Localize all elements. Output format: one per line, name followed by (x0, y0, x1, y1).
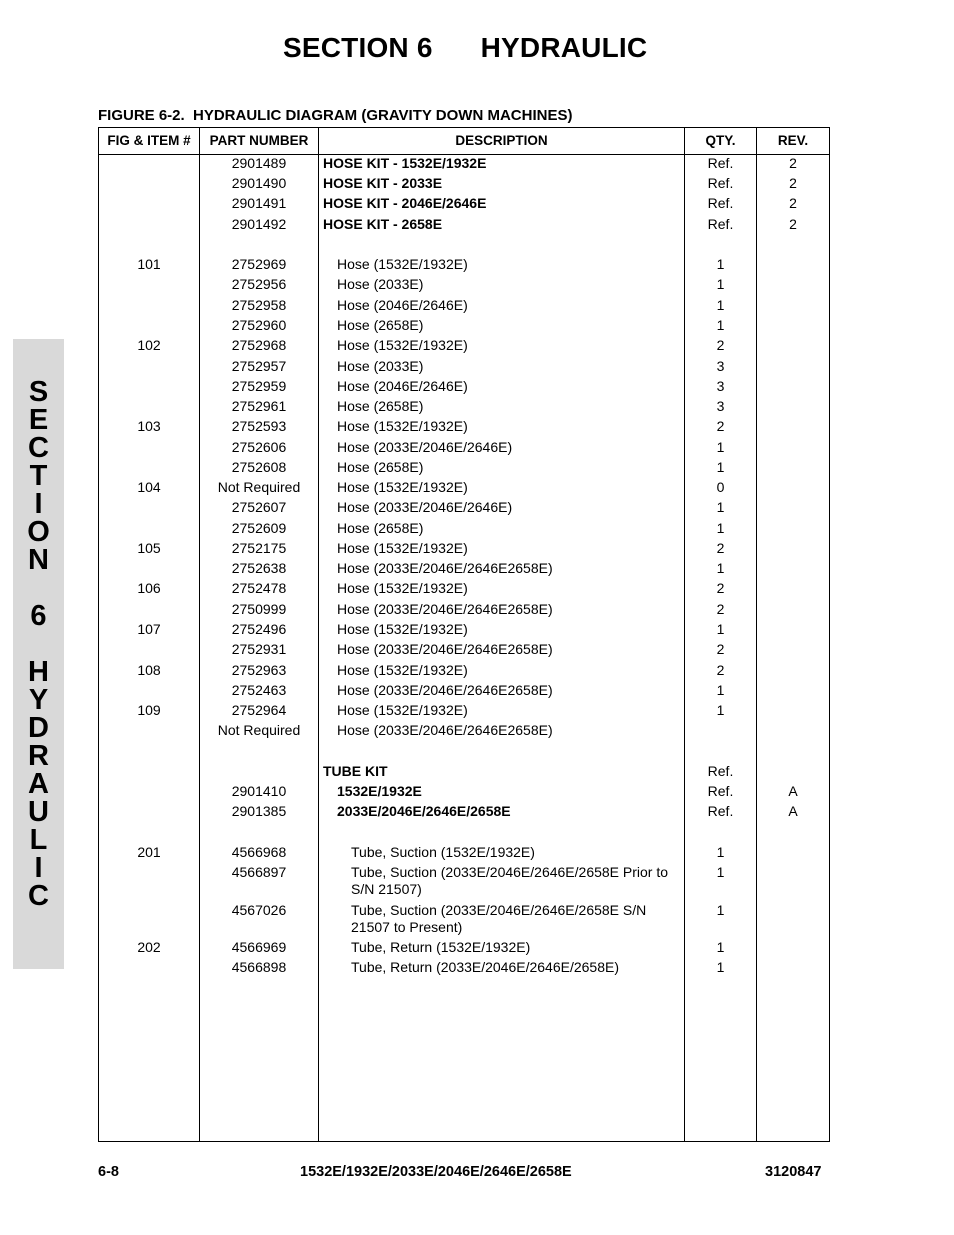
row-description: Hose (2033E) (337, 358, 424, 374)
side-tab-letter: E (28, 404, 49, 436)
row-part-number: 2901489 (231, 155, 287, 171)
row-description: Hose (2658E) (337, 398, 424, 414)
row-description: HOSE KIT - 2046E/2646E (323, 195, 487, 211)
row-description: Hose (2658E) (337, 520, 424, 536)
row-qty: 3 (716, 358, 725, 374)
row-description: Hose (2033E/2046E/2646E2658E) (337, 722, 553, 738)
row-item-number: 102 (137, 337, 161, 353)
row-qty: 1 (716, 256, 725, 272)
row-part-number: 2901492 (231, 216, 287, 232)
side-tab-letter: C (28, 432, 49, 464)
row-rev: A (788, 783, 798, 799)
row-description: Hose (1532E/1932E) (337, 662, 468, 678)
row-part-number: 2901385 (231, 803, 287, 819)
side-tab-letter: 6 (30, 600, 47, 632)
row-part-number: 4566968 (231, 844, 287, 860)
row-description: Hose (2033E/2046E/2646E) (337, 499, 513, 515)
column-divider (756, 128, 757, 1141)
row-part-number: 2752931 (231, 641, 287, 657)
row-qty: Ref. (707, 803, 734, 819)
row-part-number: 2752607 (231, 499, 287, 515)
row-part-number: 2752593 (231, 418, 287, 434)
footer-page-number: 6-8 (98, 1164, 119, 1180)
side-tab-letter: I (34, 488, 43, 520)
row-part-number: 2752964 (231, 702, 287, 718)
row-description: Hose (2033E/2046E/2646E2658E) (337, 560, 553, 576)
row-description: HOSE KIT - 1532E/1932E (323, 155, 487, 171)
row-part-number: 2752609 (231, 520, 287, 536)
column-header-rev: REV. (777, 133, 809, 148)
row-part-number: 2752496 (231, 621, 287, 637)
row-description: HOSE KIT - 2658E (323, 216, 443, 232)
row-qty: 1 (716, 560, 725, 576)
row-item-number: 104 (137, 479, 161, 495)
row-description: Hose (1532E/1932E) (337, 580, 468, 596)
figure-title: FIGURE 6-2. HYDRAULIC DIAGRAM (GRAVITY DOWN MACHINES) (98, 107, 573, 124)
row-description: Hose (1532E/1932E) (337, 540, 468, 556)
row-rev: 2 (789, 175, 797, 191)
page-header (283, 32, 647, 64)
row-part-number: 2901491 (231, 195, 287, 211)
row-qty: 1 (716, 439, 725, 455)
row-part-number: 2752968 (231, 337, 287, 353)
row-description: Hose (1532E/1932E) (337, 479, 468, 495)
row-description: 1532E/1932E (337, 783, 422, 799)
side-tab-letter: L (29, 824, 48, 856)
side-tab-letter: U (28, 796, 49, 828)
row-part-number: Not Required (217, 479, 301, 495)
row-item-number: 109 (137, 702, 161, 718)
row-description: Hose (1532E/1932E) (337, 621, 468, 637)
row-description: Hose (2658E) (337, 317, 424, 333)
row-qty: 1 (716, 317, 725, 333)
side-tab-letter: Y (28, 684, 49, 716)
row-qty: 1 (716, 902, 725, 918)
row-description: Tube, Return (2033E/2046E/2646E/2658E) (351, 959, 620, 975)
row-qty: Ref. (707, 763, 734, 779)
row-qty: Ref. (707, 155, 734, 171)
row-part-number: 2752959 (231, 378, 287, 394)
row-item-number: 107 (137, 621, 161, 637)
column-header-item: FIG & ITEM # (107, 133, 191, 148)
row-rev: A (788, 803, 798, 819)
row-qty: 1 (716, 499, 725, 515)
row-part-number: 2752963 (231, 662, 287, 678)
row-part-number: 4566897 (231, 864, 287, 880)
row-rev: 2 (789, 195, 797, 211)
row-qty: 1 (716, 959, 725, 975)
row-qty: 1 (716, 459, 725, 475)
row-item-number: 105 (137, 540, 161, 556)
section-title: HYDRAULIC (480, 32, 648, 63)
column-header-part-number: PART NUMBER (209, 133, 309, 148)
row-part-number: 4566969 (231, 939, 287, 955)
row-part-number: 2901490 (231, 175, 287, 191)
row-qty: 2 (716, 641, 725, 657)
row-description: Hose (2033E/2046E/2646E2658E) (337, 682, 553, 698)
row-rev: 2 (789, 216, 797, 232)
row-part-number: 2752961 (231, 398, 287, 414)
row-description: Hose (2033E/2046E/2646E2658E) (337, 601, 553, 617)
row-description: Tube, Suction (2033E/2046E/2646E/2658E Prior to S/N 21507) (351, 864, 669, 897)
row-description: Tube, Return (1532E/1932E) (351, 939, 531, 955)
side-tab-letter: T (29, 460, 48, 492)
row-part-number: Not Required (217, 722, 301, 738)
row-description: Hose (1532E/1932E) (337, 337, 468, 353)
section-side-tab (13, 339, 64, 969)
row-qty: 2 (716, 601, 725, 617)
row-description: Hose (2046E/2646E) (337, 297, 468, 313)
row-qty: 2 (716, 662, 725, 678)
row-item-number: 103 (137, 418, 161, 434)
side-tab-letter: D (28, 712, 49, 744)
section-label: SECTION 6 (283, 32, 433, 63)
row-part-number: 2752969 (231, 256, 287, 272)
row-description: Hose (1532E/1932E) (337, 418, 468, 434)
side-tab-letter: C (28, 880, 49, 912)
row-part-number: 2752463 (231, 682, 287, 698)
row-qty: Ref. (707, 783, 734, 799)
row-qty: 1 (716, 702, 725, 718)
row-item-number: 202 (137, 939, 161, 955)
row-part-number: 2752957 (231, 358, 287, 374)
row-part-number: 2750999 (231, 601, 287, 617)
row-part-number: 2752175 (231, 540, 287, 556)
row-part-number: 2752958 (231, 297, 287, 313)
row-description: 2033E/2046E/2646E/2658E (337, 803, 511, 819)
row-qty: 2 (716, 540, 725, 556)
row-part-number: 4567026 (231, 902, 287, 918)
row-description: Tube, Suction (2033E/2046E/2646E/2658E S/N 21507 to Present) (351, 902, 647, 935)
row-qty: 1 (716, 520, 725, 536)
row-qty: Ref. (707, 195, 734, 211)
row-qty: 1 (716, 621, 725, 637)
row-description: Tube, Suction (1532E/1932E) (351, 844, 535, 860)
row-description: Hose (2033E/2046E/2646E2658E) (337, 641, 553, 657)
footer-doc-number: 3120847 (765, 1164, 822, 1180)
row-part-number: 2752478 (231, 580, 287, 596)
footer-models: 1532E/1932E/2033E/2046E/2646E/2658E (300, 1164, 572, 1180)
row-qty: 1 (716, 864, 725, 880)
side-tab-letter: I (34, 852, 43, 884)
side-tab-letter: H (28, 656, 49, 688)
row-part-number: 4566898 (231, 959, 287, 975)
row-qty: 3 (716, 378, 725, 394)
row-part-number: 2752608 (231, 459, 287, 475)
row-qty: 1 (716, 682, 725, 698)
row-qty: Ref. (707, 175, 734, 191)
row-qty: 1 (716, 939, 725, 955)
parts-table (98, 127, 830, 1142)
row-item-number: 201 (137, 844, 161, 860)
side-tab-letter: S (28, 376, 49, 408)
side-tab-letter: A (28, 768, 49, 800)
row-description: Hose (1532E/1932E) (337, 702, 468, 718)
row-qty: 1 (716, 297, 725, 313)
row-description: Hose (2046E/2646E) (337, 378, 468, 394)
row-qty: 2 (716, 337, 725, 353)
column-divider (318, 128, 319, 1141)
row-item-number: 108 (137, 662, 161, 678)
row-part-number: 2752638 (231, 560, 287, 576)
row-description: TUBE KIT (323, 763, 388, 779)
side-tab-letter: R (28, 740, 49, 772)
row-part-number: 2752956 (231, 276, 287, 292)
row-qty: 2 (716, 418, 725, 434)
row-qty: 2 (716, 580, 725, 596)
row-qty: 1 (716, 276, 725, 292)
row-qty: 0 (716, 479, 725, 495)
side-tab-letter: O (27, 516, 50, 548)
row-description: HOSE KIT - 2033E (323, 175, 443, 191)
row-item-number: 106 (137, 580, 161, 596)
row-description: Hose (2658E) (337, 459, 424, 475)
row-description: Hose (2033E/2046E/2646E) (337, 439, 513, 455)
row-description: Hose (1532E/1932E) (337, 256, 468, 272)
row-qty: 3 (716, 398, 725, 414)
row-part-number: 2752960 (231, 317, 287, 333)
column-header-description: DESCRIPTION (455, 133, 548, 148)
side-tab-letter: N (28, 544, 49, 576)
row-part-number: 2752606 (231, 439, 287, 455)
row-part-number: 2901410 (231, 783, 287, 799)
row-qty: 1 (716, 844, 725, 860)
row-item-number: 101 (137, 256, 161, 272)
column-header-qty: QTY. (705, 133, 736, 148)
row-qty: Ref. (707, 216, 734, 232)
row-description: Hose (2033E) (337, 276, 424, 292)
row-rev: 2 (789, 155, 797, 171)
